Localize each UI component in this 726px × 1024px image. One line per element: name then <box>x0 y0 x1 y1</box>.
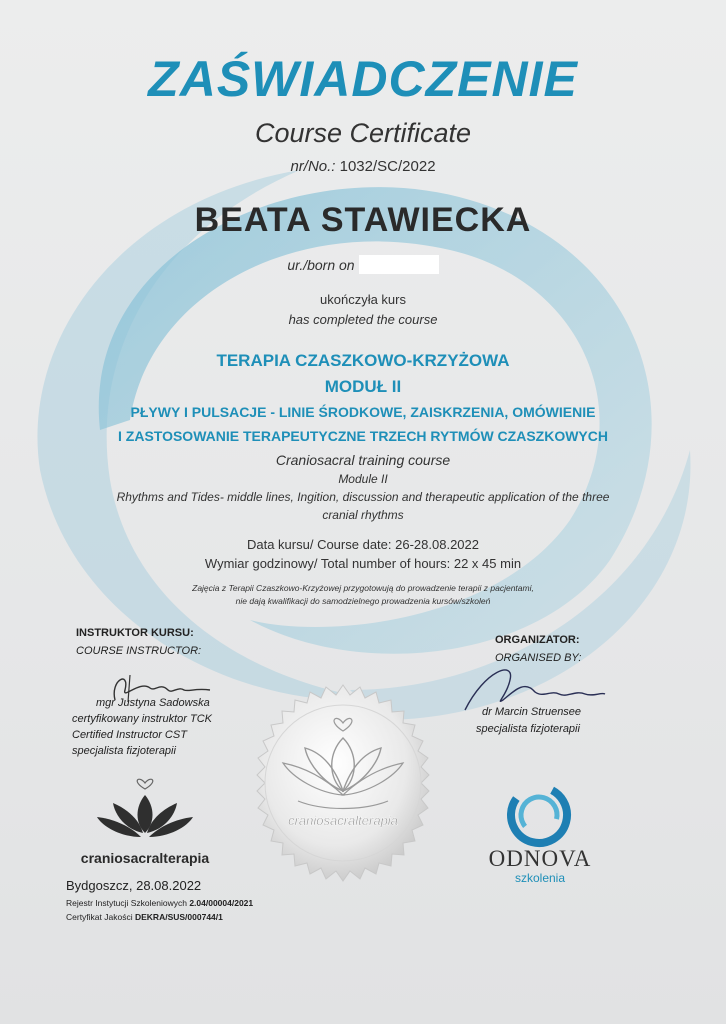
quality-label: Certyfikat Jakości <box>66 912 133 922</box>
birth-line <box>0 255 726 274</box>
seal-text: craniosacralterapia <box>288 813 398 828</box>
course-en-desc-line1: Rhythms and Tides- middle lines, Ingition, discussion and therapeutic application of the three <box>116 490 610 504</box>
left-logo-text: craniosacralterapia <box>80 850 210 866</box>
registry-value: 2.04/00004/2021 <box>189 898 254 908</box>
odnova-logo-text: ODNOVA <box>488 846 592 871</box>
odnova-logo-icon <box>503 780 575 850</box>
course-title-line2: MODUŁ II <box>324 377 402 396</box>
lotus-logo-icon <box>95 775 195 845</box>
odnova-logo-subtext: szkolenia <box>514 871 566 885</box>
instructor-role1: certyfikowany instruktor TCK <box>72 713 212 725</box>
instructor-role2: Certified Instructor CST <box>72 729 187 741</box>
embossed-seal <box>243 683 443 883</box>
organizer-label-pl: ORGANIZATOR: <box>495 634 580 646</box>
instructor-name: mgr Justyna Sadowska <box>96 697 210 709</box>
organizer-label-en: ORGANISED BY: <box>495 652 582 664</box>
number-value: 1032/SC/2022 <box>339 158 436 175</box>
instructor-label-pl: INSTRUKTOR KURSU: <box>76 627 194 639</box>
certificate-subtitle: Course Certificate <box>254 118 472 148</box>
date-value: 26-28.08.2022 <box>395 537 479 552</box>
course-date <box>0 537 726 552</box>
course-title-line4: I ZASTOSOWANIE TERAPEUTYCZNE TRZECH RYTMÓW CZASZKOWYCH <box>118 428 608 444</box>
course-title-line1: TERAPIA CZASZKOWO-KRZYŻOWA <box>216 351 510 370</box>
course-en-module: Module II <box>338 472 388 486</box>
course-hours <box>0 556 726 571</box>
course-en-desc-line2: cranial rhythms <box>322 508 404 522</box>
place-date: Bydgoszcz, 28.08.2022 <box>66 878 202 893</box>
registry-label: Rejestr Instytucji Szkoleniowych <box>66 898 187 908</box>
organizer-name: dr Marcin Struensee <box>482 706 582 718</box>
hours-value: 22 x 45 min <box>453 556 522 571</box>
course-en-training: Craniosacral training course <box>275 452 451 468</box>
completed-pl: ukończyła kurs <box>320 292 406 307</box>
course-title-line3: PŁYWY I PULSACJE - LINIE ŚRODKOWE, ZAISKRZENIA, OMÓWIENIE <box>130 404 596 420</box>
disclaimer-line1: Zajęcia z Terapii Czaszkowo-Krzyżowej przygotowują do prowadzenie terapii z pacjentami, <box>192 583 534 593</box>
number-label: nr/No.: <box>290 158 336 175</box>
redacted-birthdate <box>359 255 439 274</box>
certificate-title: ZAŚWIADCZENIE <box>148 51 578 107</box>
completed-en: has completed the course <box>288 312 438 327</box>
quality-line <box>66 912 223 922</box>
hours-label: Wymiar godzinowy/ Total number of hours: <box>204 556 451 571</box>
recipient-name: BEATA STAWIECKA <box>194 201 532 239</box>
instructor-role3: specjalista fizjoterapii <box>72 745 176 757</box>
organizer-role: specjalista fizjoterapii <box>476 723 580 735</box>
registry-line <box>66 898 253 908</box>
quality-value: DEKRA/SUS/000744/1 <box>134 912 223 922</box>
date-label: Data kursu/ Course date: <box>246 537 392 552</box>
born-label: ur./born on <box>287 257 355 273</box>
instructor-label-en: COURSE INSTRUCTOR: <box>76 645 202 657</box>
certificate-number <box>0 158 726 175</box>
disclaimer-line2: nie dają kwalifikacji do samodzielnego prowadzenia kursów/szkoleń <box>235 596 491 606</box>
